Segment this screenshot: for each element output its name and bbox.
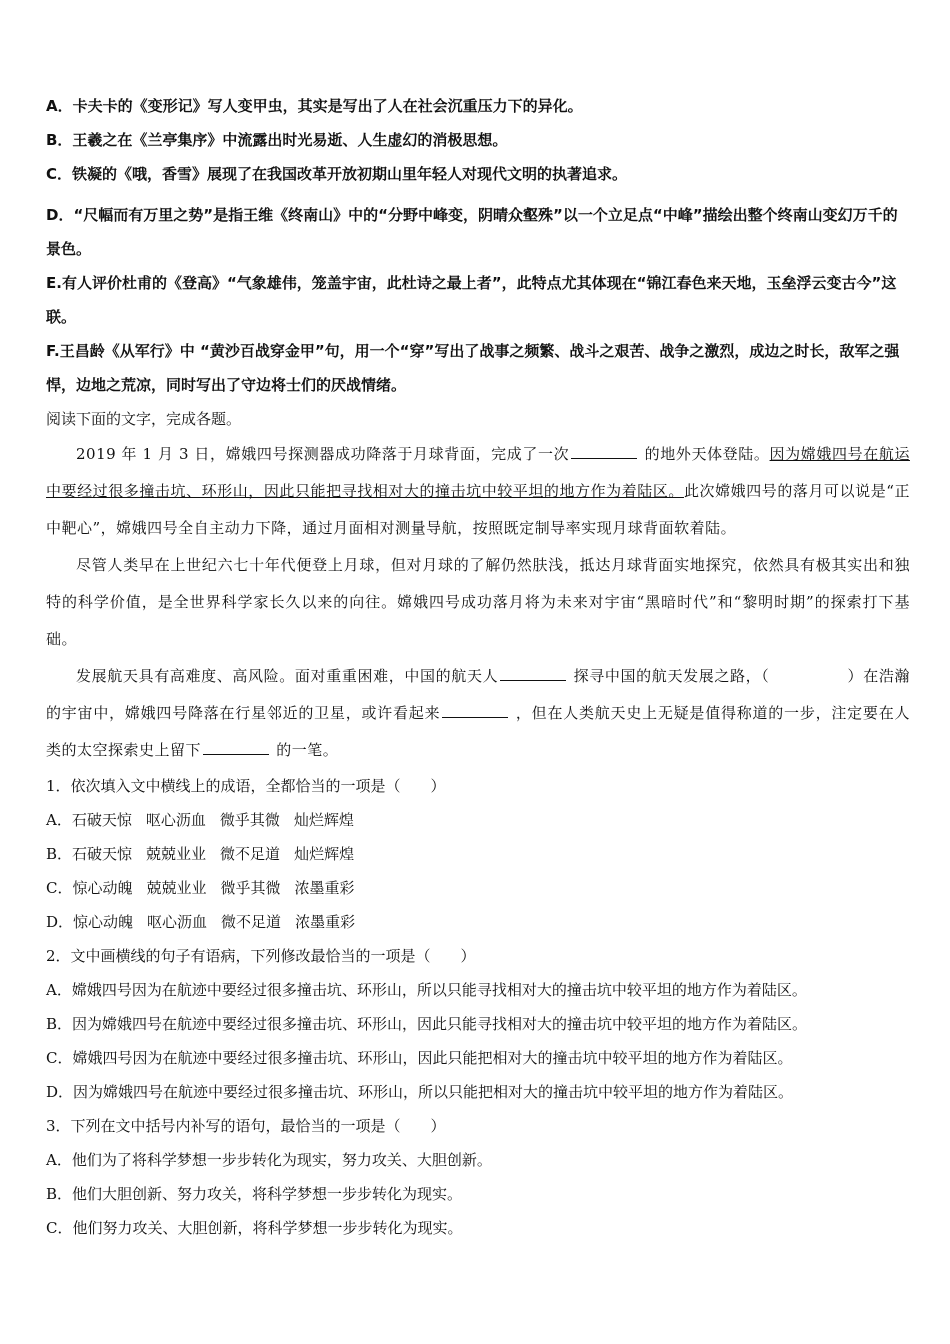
passage-p3-part2: 探寻中国的航天发展之路，（ — [568, 667, 770, 685]
question-1-option-d — [46, 905, 910, 939]
question-3-option-b: B．他们大胆创新、努力攻关，将科学梦想一步步转化为现实。 — [46, 1185, 463, 1203]
option-b-top: B．王羲之在《兰亭集序》中流露出时光易逝、人生虚幻的消极思想。 — [46, 131, 508, 149]
passage-paragraph-1 — [46, 436, 910, 547]
option-d-top: D．“尺幅而有万里之势”是指王维《终南山》中的“分野中峰变，阴晴众壑殊”以一个立足点“中峰”描绘出整个终南山变幻万千的景色。 — [46, 206, 898, 258]
question-1-option-c — [46, 871, 910, 905]
option-a-top: A．卡夫卡的《变形记》写人变甲虫，其实是写出了人在社会沉重压力下的异化。 — [46, 97, 583, 115]
fill-blank-3 — [442, 701, 508, 718]
exam-page — [46, 96, 910, 1245]
q1-a-term-2: 呕心沥血 — [145, 811, 206, 829]
option-f-top: F.王昌龄《从军行》中 “黄沙百战穿金甲”句，用一个“穿”写出了战事之频繁、战斗之艰苦、战争之激烈，成边之时长，敌军之强悍，边地之荒凉，同时写出了守边将士们的厌战情绪。 — [46, 342, 900, 394]
passage-paragraph-3 — [46, 658, 910, 769]
passage-p1-end: 此次嫦娥四号的落月可以说是“正中靶心”，嫦娥四号全自主动力下降，通过月面相对测量导航，按照既定制导率实现月球背面软着陆。 — [46, 482, 910, 537]
question-2-option-c: C．嫦娥四号因为在航迹中要经过很多撞击坑、环形山，因此只能把相对大的撞击坑中较平坦的地方作为着陆区。 — [46, 1049, 793, 1067]
q1-d-term-4: 浓墨重彩 — [295, 913, 356, 931]
fill-blank-1 — [571, 442, 637, 459]
q1-b-term-1: B．石破天惊 — [46, 845, 133, 863]
q1-b-term-4: 灿烂辉煌 — [294, 845, 355, 863]
option-c-top: C．铁凝的《哦，香雪》展现了在我国改革开放初期山里年轻人对现代文明的执著追求。 — [46, 165, 628, 183]
q1-c-term-3: 微乎其微 — [220, 879, 281, 897]
fill-blank-4 — [203, 738, 269, 755]
question-1-option-b — [46, 837, 910, 871]
option-e-top: E.有人评价杜甫的《登高》“气象雄伟，笼盖宇宙，此杜诗之最上者”，此特点尤其体现在“锦江春色来天地，玉垒浮云变古今”这联。 — [46, 274, 897, 326]
q1-a-term-3: 微乎其微 — [219, 811, 280, 829]
reading-instruction: 阅读下面的文字，完成各题。 — [46, 410, 242, 428]
passage-paragraph-2: 尽管人类早在上世纪六七十年代便登上月球，但对月球的了解仍然肤浅，抵达月球背面实地探究，依然具有极其实出和独特的科学价值，是全世界科学家长久以来的向往。嫦娥四号成功落月将为未来对宇宙“黑暗时代”和“黎明时期”的探索打下基础。 — [46, 556, 910, 648]
passage-p3-end: 的一笔。 — [271, 741, 339, 759]
q1-c-term-1: C．惊心动魄 — [46, 879, 133, 897]
passage-p3-start: 发展航天具有高难度、高风险。面对重重困难，中国的航天人 — [76, 667, 499, 685]
question-2-option-a: A．嫦娥四号因为在航迹中要经过很多撞击坑、环形山，所以只能寻找相对大的撞击坑中较平坦的地方作为着陆区。 — [46, 981, 807, 999]
q1-a-term-1: A．石破天惊 — [46, 811, 132, 829]
underlined-sentence: 因为嫦娥四号在航运中要经过很多撞击坑、环形山，因此只能把寻找相对大的撞击坑中较平坦的地方作为着陆区。 — [46, 445, 910, 500]
q1-d-term-1: D．惊心动魄 — [46, 913, 134, 931]
question-3-option-c: C．他们努力攻关、大胆创新，将科学梦想一步步转化为现实。 — [46, 1219, 463, 1237]
passage-p1-mid: 的地外天体登陆。 — [639, 445, 770, 463]
q1-b-term-3: 微不足道 — [220, 845, 281, 863]
q1-c-term-2: 兢兢业业 — [146, 879, 207, 897]
passage-p3-part3: ）在浩瀚的宇宙中，嫦娥四号降落在行星邻近的卫星，或许看起来 — [46, 667, 910, 722]
passage-p3-part4: ，但在人类航天史上无疑是值得称道的一步，注定要在人类的太空探索史上留下 — [46, 704, 910, 759]
question-1-stem: 1．依次填入文中横线上的成语，全都恰当的一项是（ ） — [46, 777, 446, 795]
q1-d-term-3: 微不足道 — [221, 913, 282, 931]
question-1-option-a — [46, 803, 910, 837]
q1-c-term-4: 浓墨重彩 — [294, 879, 355, 897]
q1-b-term-2: 兢兢业业 — [146, 845, 207, 863]
question-2-option-b: B．因为嫦娥四号在航迹中要经过很多撞击坑、环形山，因此只能寻找相对大的撞击坑中较平坦的地方作为着陆区。 — [46, 1015, 808, 1033]
question-3-stem: 3．下列在文中括号内补写的语句，最恰当的一项是（ ） — [46, 1117, 446, 1135]
passage-p1-start: 2019 年 1 月 3 日，嫦娥四号探测器成功降落于月球背面，完成了一次 — [76, 445, 570, 463]
q1-a-term-4: 灿烂辉煌 — [293, 811, 354, 829]
q1-d-term-2: 呕心沥血 — [147, 913, 208, 931]
question-2-stem: 2．文中画横线的句子有语病，下列修改最恰当的一项是（ ） — [46, 947, 476, 965]
fill-blank-2 — [500, 664, 566, 681]
question-2-option-d: D．因为嫦娥四号在航迹中要经过很多撞击坑、环形山，所以只能把相对大的撞击坑中较平坦的地方作为着陆区。 — [46, 1083, 794, 1101]
question-3-option-a: A．他们为了将科学梦想一步步转化为现实，努力攻关、大胆创新。 — [46, 1151, 492, 1169]
